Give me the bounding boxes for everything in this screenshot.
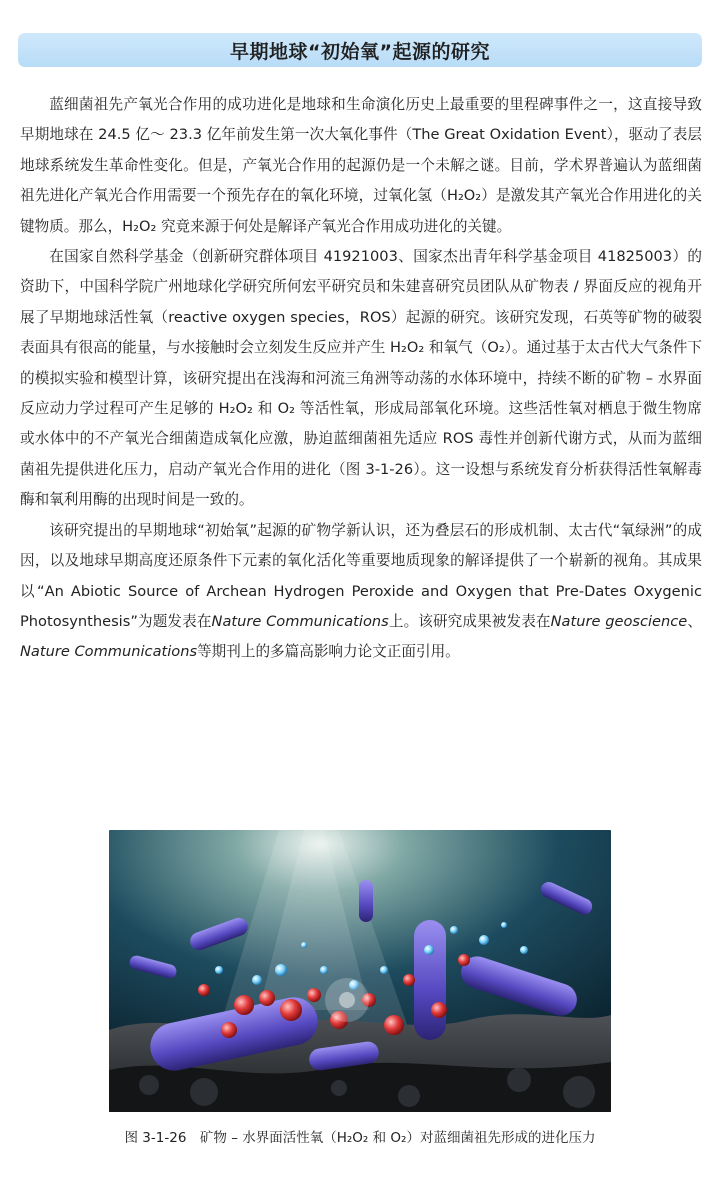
paragraph-2: 在国家自然科学基金（创新研究群体项目 41921003、国家杰出青年科学基金项目 41825003）的资助下，中国科学院广州地球化学研究所何宏平研究员和朱建喜研究员团队从矿物表 / 界面反应的视角开展了早期地球活性氧（reactive oxygen species，ROS）起源的研究。该研究发现，石英等矿物的破裂表面具有很高的能量，与水接触时会立刻发生反应并产生 H₂O₂ 和氧气（O₂）。通过基于太古代大气条件下的模拟实验和模型计算，该研究提出在浅海和河流三角洲等动荡的水体环境中，持续不断的矿物 – 水界面反应动力学过程可产生足够的 H₂O₂ 和 O₂ 等活性氧，形成局部氧化环境。这些活性氧对栖息于微生物席或水体中的不产氧光合细菌造成氧化应激，胁迫蓝细菌祖先适应 ROS 毒性并创新代谢方式，从而为蓝细菌祖先提供进化压力，启动产氧光合作用的进化（图 3-1-26）。这一设想与系统发育分析获得活性氧解毒酶和氧利用酶的出现时间是一致的。 xyxy=(20,248,702,509)
journal-name: Nature geoscience xyxy=(550,612,688,630)
journal-name: Nature Communications xyxy=(211,612,389,630)
paragraph-1: 蓝细菌祖先产氧光合作用的成功进化是地球和生命演化历史上最重要的里程碑事件之一，这直接导致早期地球在 24.5 亿～ 23.3 亿年前发生第一次大氧化事件（The Great Oxidation Event），驱动了表层地球系统发生革命性变化。但是，产氧光合作用的起源仍是一个未解之谜。目前，学术界普遍认为蓝细菌祖先进化产氧光合作用需要一个预先存在的氧化环境，过氧化氢（H₂O₂）是激发其产氧光合作用进化的关键物质。那么，H₂O₂ 究竟来源于何处是解译产氧光合作用成功进化的关键。 xyxy=(20,96,702,235)
journal-name: Nature Communications xyxy=(20,643,198,661)
section-title: 早期地球“初始氧”起源的研究 xyxy=(230,40,490,63)
paragraph-3-separator: 、 xyxy=(687,612,703,630)
paragraph-3-text-before: 该研究提出的早期地球“初始氧”起源的矿物学新认识，还为叠层石的形成机制、太古代“氧绿洲”的成因，以及地球早期高度还原条件下元素的氧化活化等重要地质现象的解译提供了一个崭新的视角。其成果以“An Abiotic Source of Archean Hydrogen Peroxide and Oxygen that Pre-Dates Oxygenic Photosynthesis”为题发表在 xyxy=(20,521,702,630)
paragraph-3-text-mid: 上。该研究成果被发表在 xyxy=(388,612,551,630)
section-title-bar xyxy=(18,33,702,67)
article-body xyxy=(20,90,702,668)
paragraph-3 xyxy=(20,516,702,668)
figure-illustration xyxy=(109,830,611,1112)
paragraph-3-text-after: 等期刊上的多篇高影响力论文正面引用。 xyxy=(197,643,460,661)
figure-artwork xyxy=(109,830,611,1112)
figure-caption: 图 3-1-26 矿物 – 水界面活性氧（H₂O₂ 和 O₂）对蓝细菌祖先形成的进化压力 xyxy=(124,1130,596,1146)
